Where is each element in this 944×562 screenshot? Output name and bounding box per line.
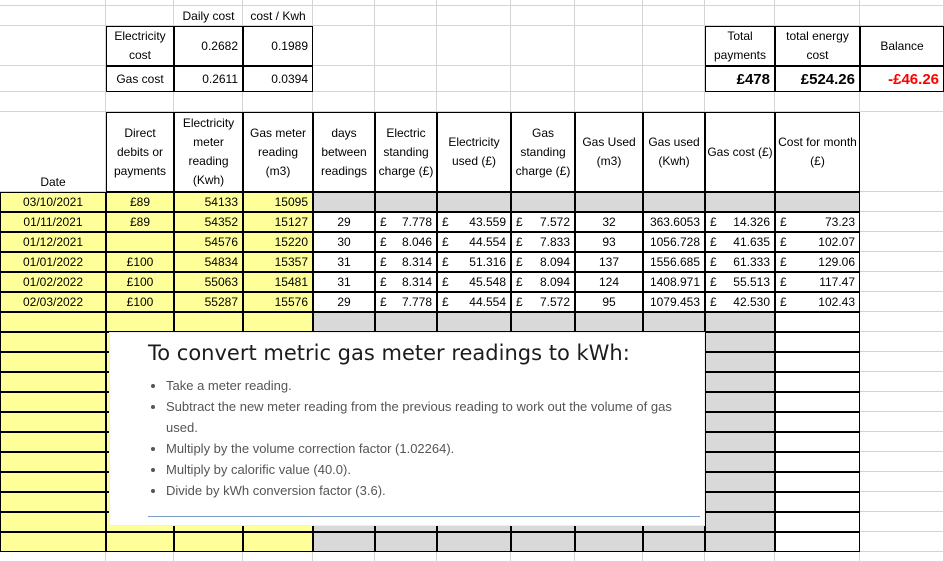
month-cost-cell[interactable] bbox=[775, 292, 860, 312]
grid-cell[interactable] bbox=[0, 66, 106, 92]
empty-calc-cell[interactable] bbox=[643, 312, 705, 332]
currency-symbol: £ bbox=[516, 214, 523, 229]
grid-cell[interactable] bbox=[775, 92, 860, 112]
grid-cell[interactable] bbox=[511, 66, 575, 92]
currency-cell[interactable] bbox=[437, 232, 511, 252]
empty-calc-cell[interactable] bbox=[705, 432, 775, 452]
empty-input-cell[interactable] bbox=[106, 312, 174, 332]
total-payments-label[interactable]: Total payments bbox=[705, 26, 775, 66]
grid-cell[interactable] bbox=[860, 412, 944, 432]
column-header[interactable]: Gas cost (£) bbox=[705, 112, 775, 192]
currency-symbol: £ bbox=[710, 294, 717, 309]
date-cell[interactable]: 01/02/2022 bbox=[0, 272, 106, 292]
currency-amount: 8.094 bbox=[539, 274, 570, 289]
grid-cell[interactable] bbox=[643, 6, 705, 26]
empty-calc-cell[interactable] bbox=[575, 312, 643, 332]
gas-cost-cell[interactable] bbox=[705, 212, 775, 232]
currency-cell[interactable] bbox=[375, 192, 437, 212]
grid-cell[interactable] bbox=[705, 6, 775, 26]
column-header[interactable]: Electric standing charge (£) bbox=[375, 112, 437, 192]
empty-calc-cell[interactable] bbox=[775, 412, 860, 432]
empty-calc-cell[interactable] bbox=[705, 412, 775, 432]
conversion-steps-list bbox=[166, 375, 686, 501]
gas-used-m3-cell[interactable]: 93 bbox=[575, 232, 643, 252]
empty-calc-cell[interactable] bbox=[313, 532, 375, 552]
empty-calc-cell[interactable] bbox=[775, 372, 860, 392]
currency-symbol: £ bbox=[710, 214, 717, 229]
currency-amount: 7.778 bbox=[401, 294, 432, 309]
grid-cell[interactable] bbox=[437, 6, 511, 26]
balance-value[interactable]: -£46.26 bbox=[860, 66, 944, 92]
date-header[interactable]: Date bbox=[40, 175, 66, 189]
grid-cell[interactable] bbox=[643, 92, 705, 112]
gas-used-m3-cell[interactable] bbox=[575, 192, 643, 212]
empty-input-cell[interactable] bbox=[0, 412, 106, 432]
grid-cell[interactable] bbox=[860, 392, 944, 412]
empty-calc-cell[interactable] bbox=[437, 532, 511, 552]
currency-cell[interactable] bbox=[511, 212, 575, 232]
month-cost-cell[interactable] bbox=[775, 212, 860, 232]
total-payments-value[interactable]: £478 bbox=[705, 66, 775, 92]
grid-cell[interactable] bbox=[313, 66, 375, 92]
empty-calc-cell[interactable] bbox=[705, 452, 775, 472]
currency-amount: 41.635 bbox=[733, 234, 770, 249]
grid-cell[interactable] bbox=[860, 552, 944, 562]
grid-cell[interactable] bbox=[860, 312, 944, 332]
currency-cell[interactable] bbox=[511, 252, 575, 272]
grid-cell[interactable] bbox=[313, 6, 375, 26]
grid-cell[interactable] bbox=[860, 452, 944, 472]
currency-symbol: £ bbox=[442, 234, 449, 249]
grid-cell[interactable] bbox=[575, 66, 643, 92]
currency-symbol: £ bbox=[710, 234, 717, 249]
electricity-reading-cell[interactable]: 55063 bbox=[174, 272, 243, 292]
date-cell[interactable]: 01/01/2022 bbox=[0, 252, 106, 272]
currency-cell[interactable] bbox=[511, 192, 575, 212]
column-header[interactable]: Direct debits or payments bbox=[106, 112, 174, 192]
payment-cell[interactable]: £89 bbox=[106, 192, 174, 212]
currency-cell[interactable] bbox=[511, 232, 575, 252]
currency-cell[interactable] bbox=[511, 292, 575, 312]
cost-per-kwh-header[interactable]: cost / Kwh bbox=[250, 8, 306, 23]
grid-cell[interactable] bbox=[575, 552, 643, 562]
gas-reading-cell[interactable]: 15127 bbox=[243, 212, 313, 232]
electricity-reading-cell[interactable]: 54834 bbox=[174, 252, 243, 272]
grid-cell[interactable] bbox=[437, 552, 511, 562]
currency-amount: 117.47 bbox=[819, 274, 855, 289]
currency-cell[interactable] bbox=[437, 212, 511, 232]
column-header[interactable]: days between readings bbox=[313, 112, 375, 192]
currency-symbol: £ bbox=[780, 274, 787, 289]
payment-cell[interactable]: £100 bbox=[106, 272, 174, 292]
currency-amount: 42.530 bbox=[733, 294, 770, 309]
empty-input-cell[interactable] bbox=[174, 312, 243, 332]
electricity-reading-cell[interactable]: 54576 bbox=[174, 232, 243, 252]
cost-per-kwh-value[interactable]: 0.0394 bbox=[243, 66, 313, 92]
column-header[interactable]: Cost for month (£) bbox=[775, 112, 860, 192]
empty-calc-cell[interactable] bbox=[575, 532, 643, 552]
date-cell[interactable]: 01/12/2021 bbox=[0, 232, 106, 252]
grid-cell[interactable] bbox=[0, 26, 106, 66]
empty-calc-cell[interactable] bbox=[705, 352, 775, 372]
empty-input-cell[interactable] bbox=[243, 312, 313, 332]
cost-type-label[interactable]: Gas cost bbox=[106, 66, 174, 92]
daily-cost-value[interactable]: 0.2611 bbox=[174, 66, 243, 92]
currency-amount: 55.513 bbox=[733, 274, 770, 289]
date-cell[interactable]: 01/11/2021 bbox=[0, 212, 106, 232]
gas-used-kwh-cell[interactable] bbox=[643, 192, 705, 212]
grid-cell[interactable] bbox=[313, 26, 375, 66]
grid-cell[interactable] bbox=[0, 6, 106, 26]
conversion-step: • Divide by kWh conversion factor (3.6). bbox=[166, 480, 686, 501]
grid-cell[interactable] bbox=[860, 232, 944, 252]
grid-cell[interactable] bbox=[643, 26, 705, 66]
days-between-cell[interactable]: 29 bbox=[313, 292, 375, 312]
currency-symbol: £ bbox=[380, 274, 387, 289]
days-between-cell[interactable] bbox=[313, 192, 375, 212]
empty-calc-cell[interactable] bbox=[775, 452, 860, 472]
currency-symbol: £ bbox=[380, 234, 387, 249]
daily-cost-header[interactable]: Daily cost bbox=[182, 8, 235, 23]
currency-symbol: £ bbox=[442, 214, 449, 229]
grid-cell[interactable] bbox=[375, 552, 437, 562]
grid-cell[interactable] bbox=[375, 66, 437, 92]
grid-cell[interactable] bbox=[174, 92, 243, 112]
currency-symbol: £ bbox=[516, 274, 523, 289]
electricity-reading-cell[interactable]: 54352 bbox=[174, 212, 243, 232]
column-header[interactable]: Gas meter reading (m3) bbox=[243, 112, 313, 192]
empty-calc-cell[interactable] bbox=[705, 312, 775, 332]
cost-per-kwh-value[interactable]: 0.1989 bbox=[243, 26, 313, 66]
gas-used-m3-cell[interactable]: 95 bbox=[575, 292, 643, 312]
currency-cell[interactable] bbox=[437, 252, 511, 272]
gas-reading-cell[interactable]: 15357 bbox=[243, 252, 313, 272]
grid-cell[interactable] bbox=[643, 66, 705, 92]
month-cost-cell[interactable] bbox=[775, 192, 860, 212]
days-between-cell[interactable]: 31 bbox=[313, 252, 375, 272]
empty-input-cell[interactable] bbox=[174, 532, 243, 552]
gas-used-kwh-cell[interactable]: 1556.685 bbox=[643, 252, 705, 272]
gas-cost-cell[interactable] bbox=[705, 272, 775, 292]
empty-input-cell[interactable] bbox=[0, 312, 106, 332]
currency-amount: 8.314 bbox=[401, 254, 432, 269]
empty-input-cell[interactable] bbox=[0, 432, 106, 452]
gas-cost-cell[interactable] bbox=[705, 252, 775, 272]
conversion-step: • Multiply by calorific value (40.0). bbox=[166, 459, 686, 480]
info-panel-title: To convert metric gas meter readings to kWh: bbox=[148, 341, 630, 365]
empty-calc-cell[interactable] bbox=[705, 332, 775, 352]
conversion-step: • Multiply by the volume correction factor (1.02264). bbox=[166, 438, 686, 459]
grid-cell[interactable] bbox=[437, 66, 511, 92]
grid-cell[interactable] bbox=[860, 332, 944, 352]
electricity-reading-cell[interactable]: 54133 bbox=[174, 192, 243, 212]
currency-symbol: £ bbox=[380, 214, 387, 229]
currency-amount: 102.43 bbox=[818, 294, 855, 309]
empty-input-cell[interactable] bbox=[0, 332, 106, 352]
month-cost-cell[interactable] bbox=[775, 232, 860, 252]
grid-cell[interactable] bbox=[243, 92, 313, 112]
grid-cell[interactable] bbox=[860, 92, 944, 112]
gas-used-kwh-cell[interactable]: 363.6053 bbox=[643, 212, 705, 232]
total-energy-cost-value[interactable]: £524.26 bbox=[775, 66, 860, 92]
grid-cell[interactable] bbox=[775, 552, 860, 562]
empty-calc-cell[interactable] bbox=[775, 472, 860, 492]
gas-conversion-info-panel bbox=[110, 333, 704, 525]
empty-calc-cell[interactable] bbox=[775, 532, 860, 552]
electricity-reading-cell[interactable]: 55287 bbox=[174, 292, 243, 312]
grid-cell[interactable] bbox=[437, 26, 511, 66]
currency-symbol: £ bbox=[516, 294, 523, 309]
empty-calc-cell[interactable] bbox=[437, 312, 511, 332]
currency-cell[interactable] bbox=[375, 292, 437, 312]
currency-amount: 7.572 bbox=[539, 214, 570, 229]
conversion-step: • Take a meter reading. bbox=[166, 375, 686, 396]
currency-amount: 45.548 bbox=[469, 274, 506, 289]
gas-used-kwh-cell[interactable]: 1056.728 bbox=[643, 232, 705, 252]
grid-cell[interactable] bbox=[775, 6, 860, 26]
grid-cell[interactable] bbox=[705, 552, 775, 562]
currency-amount: 61.333 bbox=[733, 254, 770, 269]
empty-calc-cell[interactable] bbox=[705, 532, 775, 552]
gas-cost-cell[interactable] bbox=[705, 232, 775, 252]
grid-cell[interactable] bbox=[106, 6, 174, 26]
conversion-step: • Subtract the new meter reading from the previous reading to work out the volume of gas used. bbox=[166, 396, 686, 438]
date-cell[interactable]: 02/03/2022 bbox=[0, 292, 106, 312]
currency-cell[interactable] bbox=[375, 272, 437, 292]
grid-cell[interactable] bbox=[860, 372, 944, 392]
currency-symbol: £ bbox=[380, 254, 387, 269]
grid-cell[interactable] bbox=[511, 552, 575, 562]
currency-symbol: £ bbox=[442, 274, 449, 289]
payment-cell[interactable] bbox=[106, 232, 174, 252]
grid-cell[interactable] bbox=[243, 552, 313, 562]
column-header[interactable]: Electricity meter reading (Kwh) bbox=[174, 112, 243, 192]
grid-cell[interactable] bbox=[575, 6, 643, 26]
grid-cell[interactable] bbox=[174, 552, 243, 562]
empty-input-cell[interactable] bbox=[0, 372, 106, 392]
empty-calc-cell[interactable] bbox=[775, 312, 860, 332]
grid-cell[interactable] bbox=[860, 252, 944, 272]
gas-reading-cell[interactable]: 15220 bbox=[243, 232, 313, 252]
grid-cell[interactable] bbox=[511, 6, 575, 26]
gas-cost-cell[interactable] bbox=[705, 292, 775, 312]
grid-cell[interactable] bbox=[575, 26, 643, 66]
currency-symbol: £ bbox=[710, 254, 717, 269]
currency-symbol: £ bbox=[780, 214, 787, 229]
empty-calc-cell[interactable] bbox=[775, 492, 860, 512]
empty-calc-cell[interactable] bbox=[705, 372, 775, 392]
date-cell[interactable]: 03/10/2021 bbox=[0, 192, 106, 212]
currency-amount: 102.07 bbox=[818, 234, 855, 249]
currency-cell[interactable] bbox=[437, 292, 511, 312]
empty-calc-cell[interactable] bbox=[705, 492, 775, 512]
cost-type-label[interactable]: Electricity cost bbox=[106, 26, 174, 66]
grid-cell[interactable] bbox=[511, 92, 575, 112]
currency-symbol: £ bbox=[380, 294, 387, 309]
grid-cell[interactable] bbox=[375, 26, 437, 66]
column-header[interactable]: Electricity used (£) bbox=[437, 112, 511, 192]
empty-input-cell[interactable] bbox=[0, 492, 106, 512]
payment-cell[interactable]: £100 bbox=[106, 252, 174, 272]
grid-cell[interactable] bbox=[106, 552, 174, 562]
currency-symbol: £ bbox=[442, 254, 449, 269]
currency-symbol: £ bbox=[780, 234, 787, 249]
currency-amount: 73.23 bbox=[824, 214, 855, 229]
empty-calc-cell[interactable] bbox=[705, 472, 775, 492]
grid-cell[interactable] bbox=[313, 92, 375, 112]
currency-cell[interactable] bbox=[511, 272, 575, 292]
grid-cell[interactable] bbox=[860, 352, 944, 372]
balance-label[interactable]: Balance bbox=[860, 26, 944, 66]
grid-cell[interactable] bbox=[860, 212, 944, 232]
currency-amount: 43.559 bbox=[469, 214, 506, 229]
grid-cell[interactable] bbox=[705, 92, 775, 112]
grid-cell[interactable] bbox=[575, 92, 643, 112]
gas-used-kwh-cell[interactable]: 1408.971 bbox=[643, 272, 705, 292]
currency-amount: 14.326 bbox=[733, 214, 770, 229]
currency-cell[interactable] bbox=[437, 192, 511, 212]
column-header[interactable]: Gas standing charge (£) bbox=[511, 112, 575, 192]
gas-reading-cell[interactable]: 15095 bbox=[243, 192, 313, 212]
gas-cost-cell[interactable] bbox=[705, 192, 775, 212]
payment-cell[interactable]: £89 bbox=[106, 212, 174, 232]
empty-input-cell[interactable] bbox=[0, 452, 106, 472]
currency-cell[interactable] bbox=[437, 272, 511, 292]
grid-cell[interactable] bbox=[860, 472, 944, 492]
grid-cell[interactable] bbox=[0, 552, 106, 562]
grid-cell[interactable] bbox=[860, 512, 944, 532]
grid-cell[interactable] bbox=[375, 6, 437, 26]
gas-used-m3-cell[interactable]: 137 bbox=[575, 252, 643, 272]
grid-cell[interactable] bbox=[860, 492, 944, 512]
total-energy-cost-label[interactable]: total energy cost bbox=[775, 26, 860, 66]
empty-input-cell[interactable] bbox=[106, 532, 174, 552]
gas-used-kwh-cell[interactable]: 1079.453 bbox=[643, 292, 705, 312]
empty-input-cell[interactable] bbox=[0, 392, 106, 412]
empty-input-cell[interactable] bbox=[243, 532, 313, 552]
currency-cell[interactable] bbox=[375, 212, 437, 232]
currency-symbol: £ bbox=[710, 274, 717, 289]
currency-amount: 8.314 bbox=[401, 274, 432, 289]
grid-cell[interactable] bbox=[860, 272, 944, 292]
empty-calc-cell[interactable] bbox=[775, 512, 860, 532]
month-cost-cell[interactable] bbox=[775, 252, 860, 272]
currency-amount: 44.554 bbox=[469, 294, 506, 309]
empty-calc-cell[interactable] bbox=[511, 532, 575, 552]
month-cost-cell[interactable] bbox=[775, 272, 860, 292]
empty-calc-cell[interactable] bbox=[375, 312, 437, 332]
grid-cell[interactable] bbox=[375, 92, 437, 112]
empty-input-cell[interactable] bbox=[0, 532, 106, 552]
grid-cell[interactable] bbox=[313, 552, 375, 562]
currency-symbol: £ bbox=[516, 234, 523, 249]
info-panel-divider bbox=[148, 516, 700, 517]
grid-cell[interactable] bbox=[860, 6, 944, 26]
empty-input-cell[interactable] bbox=[0, 512, 106, 532]
currency-amount: 44.554 bbox=[469, 234, 506, 249]
gas-reading-cell[interactable]: 15481 bbox=[243, 272, 313, 292]
currency-amount: 7.572 bbox=[539, 294, 570, 309]
days-between-cell[interactable]: 31 bbox=[313, 272, 375, 292]
grid-cell[interactable] bbox=[860, 292, 944, 312]
grid-cell[interactable] bbox=[0, 92, 106, 112]
currency-cell[interactable] bbox=[375, 232, 437, 252]
currency-symbol: £ bbox=[780, 254, 787, 269]
gas-used-m3-cell[interactable]: 124 bbox=[575, 272, 643, 292]
currency-symbol: £ bbox=[780, 294, 787, 309]
empty-input-cell[interactable] bbox=[0, 352, 106, 372]
column-header[interactable]: Gas used (Kwh) bbox=[643, 112, 705, 192]
daily-cost-value[interactable]: 0.2682 bbox=[174, 26, 243, 66]
empty-calc-cell[interactable] bbox=[313, 312, 375, 332]
currency-amount: 8.094 bbox=[539, 254, 570, 269]
payment-cell[interactable]: £100 bbox=[106, 292, 174, 312]
gas-used-m3-cell[interactable]: 32 bbox=[575, 212, 643, 232]
grid-cell[interactable] bbox=[643, 552, 705, 562]
empty-calc-cell[interactable] bbox=[775, 432, 860, 452]
empty-calc-cell[interactable] bbox=[775, 352, 860, 372]
empty-calc-cell[interactable] bbox=[643, 532, 705, 552]
grid-cell[interactable] bbox=[106, 92, 174, 112]
empty-calc-cell[interactable] bbox=[705, 392, 775, 412]
currency-amount: 51.316 bbox=[469, 254, 506, 269]
gas-reading-cell[interactable]: 15576 bbox=[243, 292, 313, 312]
grid-cell[interactable] bbox=[437, 92, 511, 112]
currency-symbol: £ bbox=[442, 294, 449, 309]
days-between-cell[interactable]: 29 bbox=[313, 212, 375, 232]
currency-amount: 7.778 bbox=[401, 214, 432, 229]
empty-calc-cell[interactable] bbox=[511, 312, 575, 332]
currency-amount: 7.833 bbox=[539, 234, 570, 249]
grid-cell[interactable] bbox=[511, 26, 575, 66]
days-between-cell[interactable]: 30 bbox=[313, 232, 375, 252]
empty-calc-cell[interactable] bbox=[375, 532, 437, 552]
currency-amount: 129.06 bbox=[818, 254, 855, 269]
empty-calc-cell[interactable] bbox=[705, 512, 775, 532]
empty-calc-cell[interactable] bbox=[775, 392, 860, 412]
empty-input-cell[interactable] bbox=[0, 472, 106, 492]
grid-cell[interactable] bbox=[860, 192, 944, 212]
empty-calc-cell[interactable] bbox=[775, 332, 860, 352]
column-header[interactable]: Gas Used (m3) bbox=[575, 112, 643, 192]
grid-cell[interactable] bbox=[860, 532, 944, 552]
currency-symbol: £ bbox=[516, 254, 523, 269]
currency-cell[interactable] bbox=[375, 252, 437, 272]
currency-amount: 8.046 bbox=[401, 234, 432, 249]
grid-cell[interactable] bbox=[860, 432, 944, 452]
grid-cell[interactable] bbox=[860, 112, 944, 192]
